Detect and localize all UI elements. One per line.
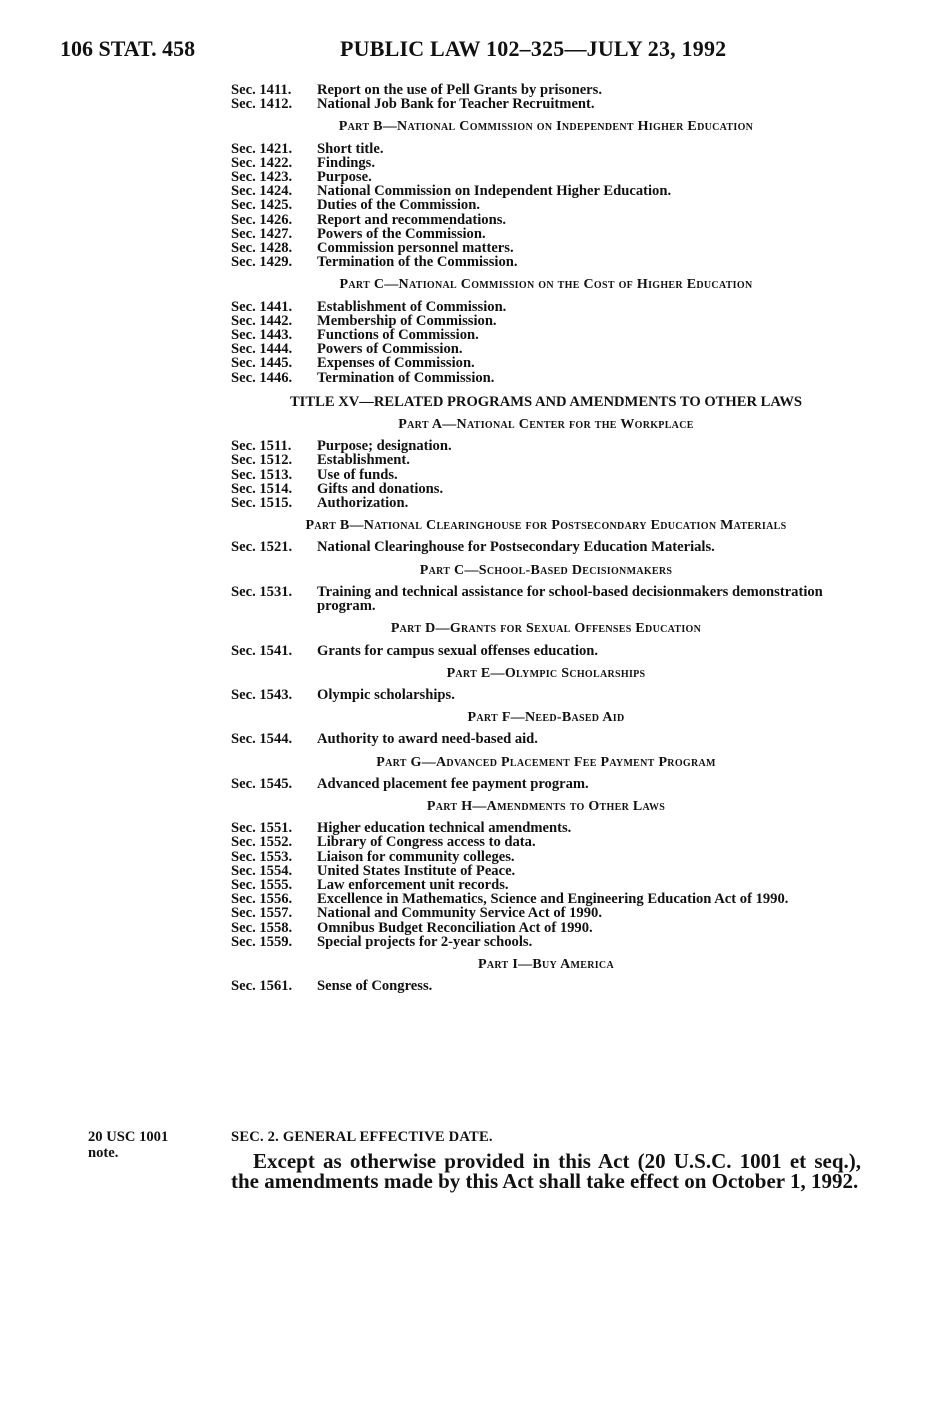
section-title: National Commission on Independent Higher Education. — [317, 183, 672, 200]
section-number: Sec. 1513. — [231, 466, 293, 483]
section-title: Expenses of Commission. — [317, 355, 475, 372]
section-number: Sec. 1429. — [231, 254, 293, 271]
toc-group — [231, 777, 861, 791]
section-number: Sec. 1411. — [231, 82, 292, 98]
section-number: Sec. 1552. — [231, 834, 293, 851]
toc-entry — [231, 878, 861, 892]
section-number: Sec. 1444. — [231, 341, 293, 358]
part-heading: Part E—Olympic Scholarships — [446, 665, 646, 681]
section-title: Commission personnel matters. — [317, 240, 514, 257]
section-title: National Job Bank for Teacher Recruitment. — [317, 96, 595, 113]
section-number: Sec. 1512. — [231, 452, 293, 469]
toc-entry — [231, 496, 861, 510]
section-title: Short title. — [317, 140, 384, 157]
page-header — [60, 36, 888, 66]
toc-entry — [231, 184, 861, 198]
toc-entry — [231, 241, 861, 255]
section-number: Sec. 1445. — [231, 355, 293, 372]
part-heading: Part C—National Commission on the Cost of Higher Education — [339, 277, 753, 293]
toc-entry — [231, 356, 861, 370]
section-title: Library of Congress access to data. — [317, 834, 536, 851]
toc-entry — [231, 371, 861, 385]
section-number: Sec. 1521. — [231, 539, 293, 556]
toc-entry — [231, 732, 861, 746]
section-title: Termination of the Commission. — [317, 254, 518, 271]
toc-entry — [231, 688, 861, 702]
section-number: Sec. 1427. — [231, 225, 293, 242]
part-heading: Part B—National Clearinghouse for Postsecondary Education Materials — [305, 518, 787, 534]
toc-entry — [231, 540, 861, 554]
section-number: Sec. 1543. — [231, 686, 293, 703]
toc-entry — [231, 821, 861, 835]
toc-entry — [231, 142, 861, 156]
section-title: Report on the use of Pell Grants by prisoners. — [317, 82, 602, 98]
section-number: Sec. 1446. — [231, 369, 293, 386]
part-heading: Part C—School-Based Decisionmakers — [419, 562, 673, 578]
toc-entry — [231, 170, 861, 184]
section-number: Sec. 1553. — [231, 848, 293, 865]
toc-entry — [231, 342, 861, 356]
section-number: Sec. 1412. — [231, 96, 293, 113]
toc-entry — [231, 328, 861, 342]
section-title: National Clearinghouse for Postsecondary Education Materials. — [317, 539, 715, 556]
section-number: Sec. 1442. — [231, 312, 293, 329]
toc-entry — [231, 314, 861, 328]
section-title: Training and technical assistance for school-based decisionmakers demonstration program. — [317, 583, 823, 615]
margin-note-citation: 20 USC 1001 — [88, 1129, 169, 1145]
section-title: Excellence in Mathematics, Science and Engineering Education Act of 1990. — [317, 891, 789, 908]
section-title: Higher education technical amendments. — [317, 820, 572, 837]
toc-entry — [231, 83, 861, 97]
section-title: Functions of Commission. — [317, 327, 479, 344]
section-heading: SEC. 2. GENERAL EFFECTIVE DATE. — [231, 1129, 493, 1145]
section-number: Sec. 1555. — [231, 876, 293, 893]
law-title: PUBLIC LAW 102–325—JULY 23, 1992 — [340, 36, 727, 61]
section-title: Gifts and donations. — [317, 480, 444, 497]
table-of-contents — [231, 83, 861, 993]
section-body: Except as otherwise provided in this Act (20 U.S.C. 1001 et seq.), the amendments made by this Act shall take effect on October 1, 1992. — [231, 1149, 861, 1193]
section-title: United States Institute of Peace. — [317, 862, 516, 879]
toc-entry — [231, 864, 861, 878]
section-number: Sec. 1425. — [231, 197, 293, 214]
section-title: Purpose; designation. — [317, 438, 452, 455]
part-heading: Part D—Grants for Sexual Offenses Education — [390, 621, 702, 637]
section-number: Sec. 1531. — [231, 583, 293, 600]
toc-group-initial — [231, 83, 861, 111]
toc-entry — [231, 979, 861, 993]
toc-entry — [231, 453, 861, 467]
section-number: Sec. 1561. — [231, 978, 293, 995]
toc-entry — [231, 468, 861, 482]
part-heading: Part G—Advanced Placement Fee Payment Program — [376, 754, 716, 770]
toc-group — [231, 439, 861, 510]
section-number: Sec. 1545. — [231, 775, 293, 792]
toc-entry — [231, 482, 861, 496]
toc-entry — [231, 255, 861, 269]
section-number: Sec. 1551. — [231, 820, 293, 837]
toc-group — [231, 142, 861, 270]
section-number: Sec. 1428. — [231, 240, 293, 257]
toc-entry — [231, 921, 861, 935]
section-number: Sec. 1443. — [231, 327, 293, 344]
section-title: Authority to award need-based aid. — [317, 731, 538, 748]
toc-entry — [231, 97, 861, 111]
toc-entry — [231, 906, 861, 920]
title-heading: TITLE XV—RELATED PROGRAMS AND AMENDMENTS TO OTHER LAWS — [289, 393, 803, 410]
section-number: Sec. 1421. — [231, 140, 293, 157]
toc-group — [231, 644, 861, 658]
section-number: Sec. 1557. — [231, 905, 293, 922]
section-number: Sec. 1556. — [231, 891, 293, 908]
section-title: Use of funds. — [317, 466, 398, 483]
section-number: Sec. 1422. — [231, 154, 293, 171]
section-title: Liaison for community colleges. — [317, 848, 515, 865]
section-number: Sec. 1558. — [231, 919, 293, 936]
page-reference: 106 STAT. 458 — [60, 36, 196, 61]
section-number: Sec. 1511. — [231, 438, 292, 455]
toc-group — [231, 585, 861, 613]
section-number: Sec. 1426. — [231, 211, 293, 228]
toc-group — [231, 688, 861, 702]
section-title: Powers of Commission. — [317, 341, 463, 358]
section-title: Law enforcement unit records. — [317, 876, 509, 893]
toc-group — [231, 300, 861, 385]
section-title: Omnibus Budget Reconciliation Act of 1990. — [317, 919, 593, 936]
section-title: Establishment of Commission. — [317, 298, 507, 315]
toc-entry — [231, 300, 861, 314]
section-title: Sense of Congress. — [317, 978, 433, 995]
section-title: Termination of Commission. — [317, 369, 495, 386]
section-number: Sec. 1423. — [231, 169, 293, 186]
section-title: Membership of Commission. — [317, 312, 497, 329]
section-title: Duties of the Commission. — [317, 197, 480, 214]
section-number: Sec. 1541. — [231, 642, 293, 659]
part-heading: Part B—National Commission on Independent Higher Education — [338, 119, 754, 135]
toc-entry — [231, 156, 861, 170]
part-heading: Part A—National Center for the Workplace — [398, 417, 694, 433]
section-title: Report and recommendations. — [317, 211, 507, 228]
toc-entry — [231, 585, 861, 613]
section-number: Sec. 1554. — [231, 862, 293, 879]
section-title: Authorization. — [317, 495, 409, 512]
section-title: Special projects for 2-year schools. — [317, 933, 533, 950]
toc-entry — [231, 227, 861, 241]
section-number: Sec. 1424. — [231, 183, 293, 200]
section-number: Sec. 1559. — [231, 933, 293, 950]
toc-entry — [231, 213, 861, 227]
toc-entry — [231, 835, 861, 849]
section-title: Grants for campus sexual offenses education. — [317, 642, 599, 659]
toc-entry — [231, 850, 861, 864]
section-number: Sec. 1544. — [231, 731, 293, 748]
section-title: Powers of the Commission. — [317, 225, 486, 242]
toc-entry — [231, 777, 861, 791]
part-heading: Part H—Amendments to Other Laws — [426, 798, 666, 814]
section-title: Purpose. — [317, 169, 372, 186]
toc-entry — [231, 935, 861, 949]
toc-entry — [231, 644, 861, 658]
section-title: Establishment. — [317, 452, 410, 469]
toc-entry — [231, 439, 861, 453]
toc-group — [231, 821, 861, 949]
margin-note — [88, 1129, 208, 1161]
section-title: Olympic scholarships. — [317, 686, 455, 703]
section-number: Sec. 1515. — [231, 495, 293, 512]
toc-entry — [231, 198, 861, 212]
toc-entry — [231, 892, 861, 906]
toc-group — [231, 540, 861, 554]
toc-group — [231, 732, 861, 746]
part-heading: Part F—Need-Based Aid — [467, 710, 625, 726]
section-number: Sec. 1514. — [231, 480, 293, 497]
section-number: Sec. 1441. — [231, 298, 293, 315]
part-heading: Part I—Buy America — [478, 956, 614, 972]
section-title: National and Community Service Act of 1990. — [317, 905, 602, 922]
toc-group — [231, 979, 861, 993]
margin-note-suffix: note. — [88, 1145, 119, 1161]
section-title: Advanced placement fee payment program. — [317, 775, 589, 792]
section-title: Findings. — [317, 154, 375, 171]
